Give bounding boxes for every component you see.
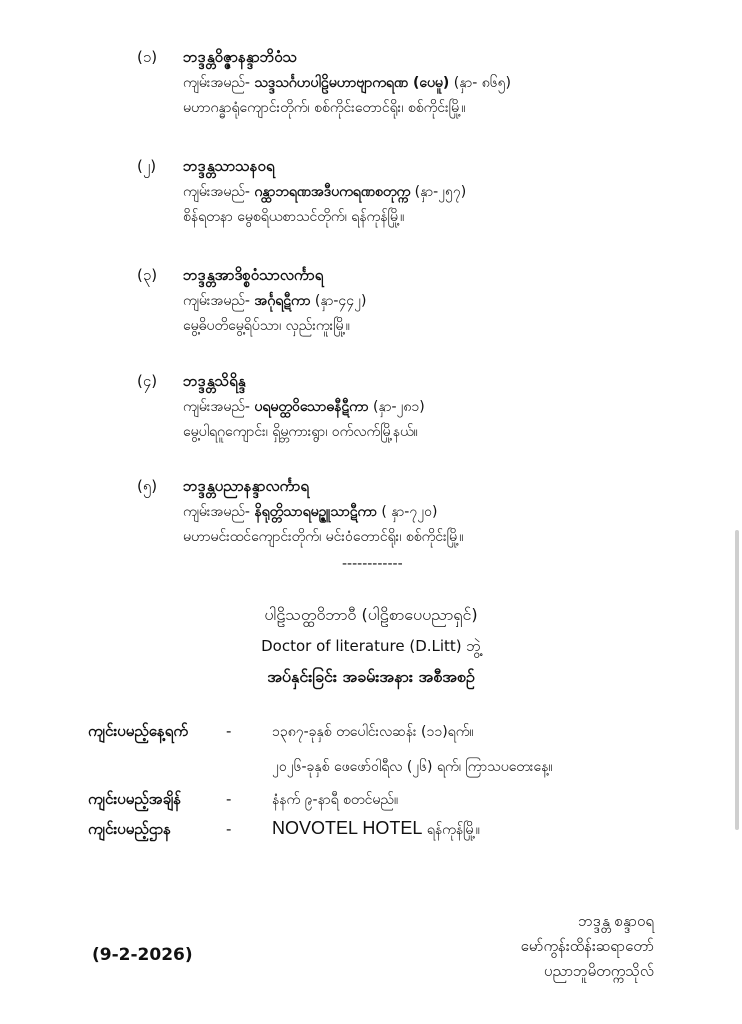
time-value: နံနက် ၉-နာရီ စတင်မည်။ — [272, 792, 399, 808]
hotel-name: NOVOTEL HOTEL — [272, 818, 423, 838]
book-name: ပရမတ္ထဝိသောဓနီဋီကာ — [254, 399, 369, 415]
signatory-title: မော်ကွန်းထိန်းဆရာတော် — [520, 937, 654, 955]
entry-book-line — [183, 181, 466, 203]
entry-book-line — [183, 72, 511, 94]
entry-address: စိန်ရတနာ မွေစရိယစာသင်တိုက်၊ ရန်ကုန်မြို့။ — [183, 209, 405, 225]
entry-address: မဟာမင်းထင်ကျောင်းတိုက်၊ မင်းဝံတောင်ရိုး၊ စစ်ကိုင်းမြို့။ — [183, 529, 464, 545]
entry-number: (၄) — [137, 372, 158, 390]
ceremony-title-line-2: Doctor of literature (D.Litt) ဘွဲ့ — [261, 637, 481, 655]
place-label: ကျင်းပမည့်ဌာန — [88, 820, 172, 838]
separator-dash: - — [226, 722, 232, 740]
book-name: ဂန္ထာဘရဏအဒီပကရဏစတုက္က — [254, 184, 411, 200]
book-prefix: ကျမ်းအမည်- — [183, 399, 250, 415]
ceremony-title-line-1: ပါဠိသတ္ထဝိဘာဝီ (ပါဠိစာပေပညာရှင်) — [264, 605, 478, 624]
book-pages: (နှာ-၄၄၂) — [314, 293, 367, 309]
entry-book-line — [183, 396, 425, 418]
entry-number: (၃) — [137, 266, 158, 284]
book-pages: (နှာ-၂၅၇) — [414, 184, 467, 200]
date-value-lunar: ၁၃၈၇-ခုနှစ် တပေါင်းလဆန်း (၁၁)ရက်။ — [272, 724, 474, 740]
issue-date: (9-2-2026) — [92, 945, 193, 965]
entry-book-line — [183, 501, 437, 523]
city-name: ရန်ကုန်မြို့။ — [426, 822, 480, 838]
book-pages: ( နှာ-၇၂၀) — [381, 504, 438, 520]
book-name: အင်္ဂုရဋီကာ — [254, 293, 311, 309]
ceremony-title-line-3: အပ်နှင်းခြင်း အခမ်းအနား အစီအစဉ် — [267, 667, 475, 686]
entry-number: (၁) — [137, 48, 158, 66]
entry-title: ဘဒ္ဒန္တသာသနဝရ — [183, 157, 275, 175]
book-name: နိရုတ္တိသာရမဉ္ဇူသာဋီကာ — [254, 504, 377, 520]
place-value — [272, 818, 480, 841]
section-divider: ------------ — [342, 556, 403, 572]
entry-book-line — [183, 290, 367, 312]
entry-title: ဘဒ္ဒန္တဝိဇ္ဇာနန္ဒာဘိဝံသ — [183, 48, 298, 66]
signatory-institution: ပညာဘူမိတက္ကသိုလ် — [543, 962, 654, 980]
book-prefix: ကျမ်းအမည်- — [183, 293, 250, 309]
date-label: ကျင်းပမည့်နေ့ရက် — [88, 722, 189, 740]
book-prefix: ကျမ်းအမည်- — [183, 75, 250, 91]
date-value-gregorian: ၂၀၂၆-ခုနှစ် ဖေဖော်ဝါရီလ (၂၆) ရက်၊ ကြာသပတေးနေ့။ — [272, 759, 553, 775]
book-prefix: ကျမ်းအမည်- — [183, 504, 250, 520]
entry-title: ဘဒ္ဒန္တပညာနန္ဒာလင်္ကာရ — [183, 477, 310, 495]
entry-address: မဟာဂန္ဓာရုံကျောင်းတိုက်၊ စစ်ကိုင်းတောင်ရိုး၊ စစ်ကိုင်းမြို့။ — [183, 100, 466, 116]
book-pages: (နှာ-၂၈၁) — [373, 399, 425, 415]
entry-address: မွေ့ပါရဂူကျောင်း၊ ရှိမ္ဘကားရွာ၊ ဝက်လက်မြို့နယ်။ — [183, 424, 418, 440]
separator-dash: - — [226, 820, 232, 838]
book-prefix: ကျမ်းအမည်- — [183, 184, 250, 200]
book-name: သဒ္ဒသင်္ဂဟပါဠိမဟာဗျာကရဏ (ပေမူ) — [254, 75, 450, 91]
entry-title: ဘဒ္ဒန္တအာဒိစ္စဝံသာလင်္ကာရ — [183, 266, 324, 284]
book-pages: (နှာ- ၈၆၅) — [453, 75, 511, 91]
entry-number: (၅) — [137, 477, 158, 495]
entry-title: ဘဒ္ဒန္တသိရိန္ဒ — [183, 372, 246, 390]
separator-dash: - — [226, 790, 232, 808]
signatory-name: ဘဒ္ဒန္တ စန္ဒာဝရ — [578, 912, 654, 930]
entry-address: မွေ့ဓိပတိမွေ့ရိပ်သာ၊ လှည်းကူးမြို့။ — [183, 318, 350, 334]
entry-number: (၂) — [137, 157, 157, 175]
time-label: ကျင်းပမည့်အချိန် — [88, 790, 182, 808]
